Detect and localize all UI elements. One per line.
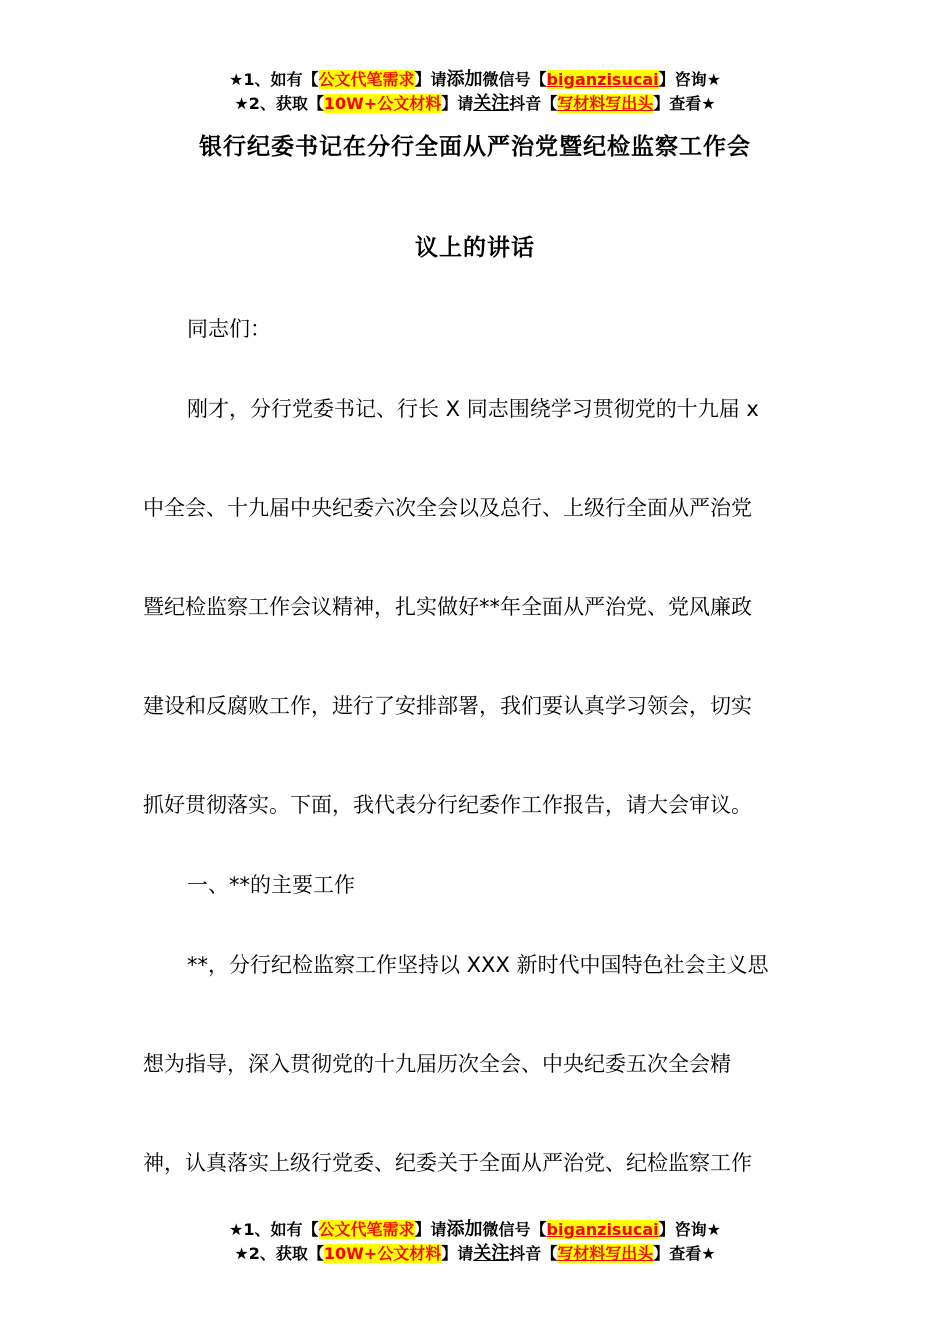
bottom-banner (0, 1218, 950, 1266)
document-title-line-1: 银行纪委书记在分行全面从严治党暨纪检监察工作会 (199, 134, 751, 160)
banner-text: 微信号【 (482, 1220, 547, 1239)
document-title-line-2: 议上的讲话 (415, 235, 535, 261)
banner-text: 关注 (473, 93, 510, 114)
paragraph-line: **，分行纪检监察工作坚持以 XXX 新时代中国特色社会主义思 (187, 953, 769, 977)
banner-highlight: 公文代笔需求 (318, 70, 415, 89)
banner-line-1 (0, 68, 950, 92)
banner-text: ★2、获取【 (234, 1244, 324, 1263)
banner-text: 添加 (446, 1219, 483, 1240)
banner-text: 添加 (446, 69, 483, 90)
paragraph-line: 中全会、十九届中央纪委六次全会以及总行、上级行全面从严治党 (143, 496, 752, 520)
top-banner (0, 68, 950, 116)
banner-text: 】请 (414, 1220, 447, 1239)
section-heading: 一、**的主要工作 (187, 873, 355, 897)
banner-text: ★1、如有【 (229, 1220, 319, 1239)
paragraph-line: 刚才，分行党委书记、行长 X 同志围绕学习贯彻党的十九届 x (187, 397, 759, 421)
salutation: 同志们： (187, 317, 271, 341)
paragraph-line: 暨纪检监察工作会议精神，扎实做好**年全面从严治党、党风廉政 (143, 595, 752, 619)
banner-text: 微信号【 (482, 70, 547, 89)
wechat-id-link[interactable]: biganzisucai (546, 1220, 659, 1239)
banner-line-2 (0, 92, 950, 116)
paragraph-line: 想为指导，深入贯彻党的十九届历次全会、中央纪委五次全会精 (143, 1052, 731, 1076)
paragraph-line: 建设和反腐败工作，进行了安排部署，我们要认真学习领会，切实 (143, 694, 752, 718)
banner-text: 抖音【 (509, 1244, 558, 1263)
banner-line-2 (0, 1242, 950, 1266)
banner-text: 】查看★ (653, 1244, 716, 1263)
banner-text: 】请 (441, 94, 474, 113)
wechat-id-link[interactable]: biganzisucai (546, 70, 659, 89)
banner-text: ★1、如有【 (229, 70, 319, 89)
banner-highlight: 公文代笔需求 (318, 1220, 415, 1239)
banner-highlight: 10W+公文材料 (323, 1244, 442, 1263)
banner-text: 】查看★ (653, 94, 716, 113)
banner-highlight: 10W+公文材料 (323, 94, 442, 113)
banner-text: ★2、获取【 (234, 94, 324, 113)
paragraph-line: 神，认真落实上级行党委、纪委关于全面从严治党、纪检监察工作 (143, 1151, 752, 1175)
banner-text: 关注 (473, 1243, 510, 1264)
paragraph-line: 抓好贯彻落实。下面，我代表分行纪委作工作报告，请大会审议。 (143, 793, 752, 817)
banner-text: 抖音【 (509, 94, 558, 113)
douyin-account-link[interactable]: 写材料写出头 (557, 1244, 654, 1263)
banner-text: 】咨询★ (658, 1220, 721, 1239)
douyin-account-link[interactable]: 写材料写出头 (557, 94, 654, 113)
banner-text: 】咨询★ (658, 70, 721, 89)
banner-line-1 (0, 1218, 950, 1242)
banner-text: 】请 (414, 70, 447, 89)
banner-text: 】请 (441, 1244, 474, 1263)
